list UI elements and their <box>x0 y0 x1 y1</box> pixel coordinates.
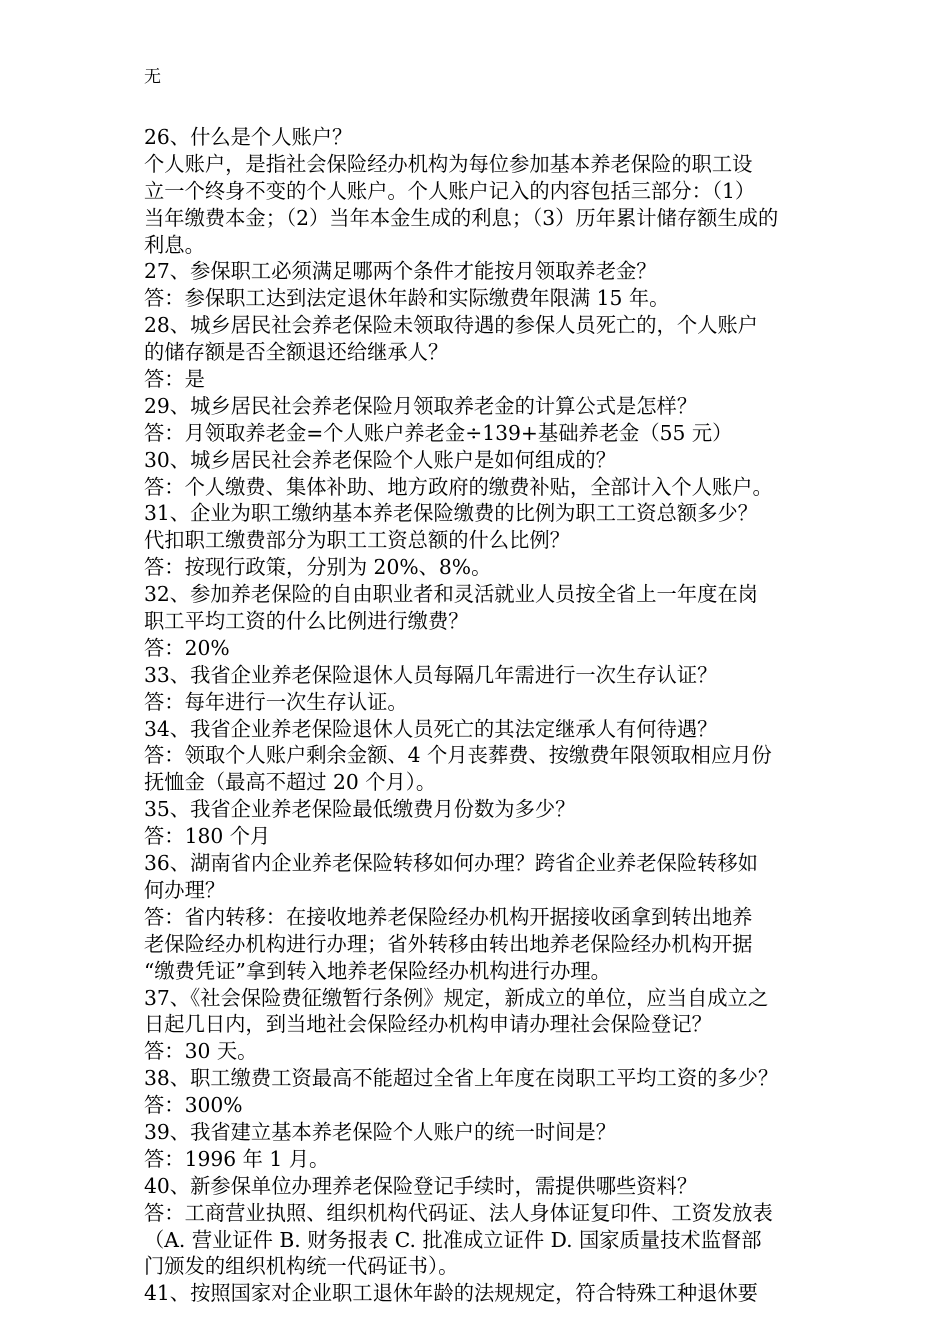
text-line: 代扣职工缴费部分为职工工资总额的什么比例？ <box>144 528 570 553</box>
text-line: 利息。 <box>144 232 205 257</box>
text-line: 的储存额是否全额退还给继承人？ <box>144 340 449 365</box>
text-line: 答：30 天。 <box>144 1039 258 1064</box>
page-header: 无 <box>144 67 161 87</box>
text-line: 答：180 个月 <box>144 824 271 849</box>
text-line: 答：1996 年 1 月。 <box>144 1146 330 1171</box>
text-line: 立一个终身不变的个人账户。个人账户记入的内容包括三部分：（1） <box>144 178 756 203</box>
text-line: 老保险经办机构进行办理；省外转移由转出地养老保险经办机构开据 <box>144 931 753 956</box>
text-line: 抚恤金（最高不超过 20 个月）。 <box>144 770 437 795</box>
text-line: 35、我省企业养老保险最低缴费月份数为多少？ <box>144 797 576 822</box>
text-line: 答：个人缴费、集体补助、地方政府的缴费补贴，全部计入个人账户。 <box>144 474 773 499</box>
text-line: 答：领取个人账户剩余金额、4 个月丧葬费、按缴费年限领取相应月份 <box>144 743 772 768</box>
text-line: 答：300% <box>144 1093 243 1118</box>
text-line: 何办理？ <box>144 877 226 902</box>
text-line: 38、职工缴费工资最高不能超过全省上年度在岗职工平均工资的多少？ <box>144 1066 779 1091</box>
text-line: 28、城乡居民社会养老保险未领取待遇的参保人员死亡的，个人账户 <box>144 313 758 338</box>
text-line: 36、湖南省内企业养老保险转移如何办理？跨省企业养老保险转移如 <box>144 851 758 876</box>
text-line: 答：是 <box>144 367 205 392</box>
text-line: 40、新参保单位办理养老保险登记手续时，需提供哪些资料？ <box>144 1173 698 1198</box>
text-line: 答：月领取养老金=个人账户养老金÷139+基础养老金（55 元） <box>144 420 733 445</box>
text-line: 27、参保职工必须满足哪两个条件才能按月领取养老金？ <box>144 259 657 284</box>
text-line: 答：参保职工达到法定退休年龄和实际缴费年限满 15 年。 <box>144 286 670 311</box>
text-line: 39、我省建立基本养老保险个人账户的统一时间是？ <box>144 1119 616 1144</box>
text-line: “缴费凭证”拿到转入地养老保险经办机构进行办理。 <box>144 958 611 983</box>
text-line: （A. 营业证件 B. 财务报表 C. 批准成立证件 D. 国家质量技术监督部 <box>144 1227 762 1252</box>
text-line: 答：按现行政策，分别为 20%、8%。 <box>144 555 492 580</box>
text-line: 日起几日内，到当地社会保险经办机构申请办理社会保险登记？ <box>144 1012 712 1037</box>
text-line: 当年缴费本金；（2）当年本金生成的利息；（3）历年累计储存额生成的 <box>144 205 779 230</box>
text-line: 34、我省企业养老保险退休人员死亡的其法定继承人有何待遇？ <box>144 716 718 741</box>
text-line: 32、参加养老保险的自由职业者和灵活就业人员按全省上一年度在岗 <box>144 582 758 607</box>
text-line: 答：省内转移：在接收地养老保险经办机构开据接收函拿到转出地养 <box>144 904 753 929</box>
document-body <box>144 124 826 1307</box>
text-line: 29、城乡居民社会养老保险月领取养老金的计算公式是怎样？ <box>144 393 698 418</box>
text-line: 门颁发的组织机构统一代码证书）。 <box>144 1254 459 1279</box>
text-line: 30、城乡居民社会养老保险个人账户是如何组成的？ <box>144 447 616 472</box>
text-line: 职工平均工资的什么比例进行缴费？ <box>144 609 469 634</box>
text-line: 37、《社会保险费征缴暂行条例》规定，新成立的单位，应当自成立之 <box>144 985 769 1010</box>
text-line: 答：工商营业执照、组织机构代码证、法人身体证复印件、工资发放表 <box>144 1200 773 1225</box>
text-line: 33、我省企业养老保险退休人员每隔几年需进行一次生存认证？ <box>144 662 718 687</box>
text-line: 个人账户，是指社会保险经办机构为每位参加基本养老保险的职工设 <box>144 151 753 176</box>
text-line: 26、什么是个人账户？ <box>144 125 353 149</box>
text-line: 41、按照国家对企业职工退休年龄的法规规定，符合特殊工种退休要 <box>144 1281 758 1306</box>
text-line: 答：每年进行一次生存认证。 <box>144 689 408 714</box>
text-line: 答：20% <box>144 635 230 660</box>
text-line: 31、企业为职工缴纳基本养老保险缴费的比例为职工工资总额多少？ <box>144 501 758 526</box>
